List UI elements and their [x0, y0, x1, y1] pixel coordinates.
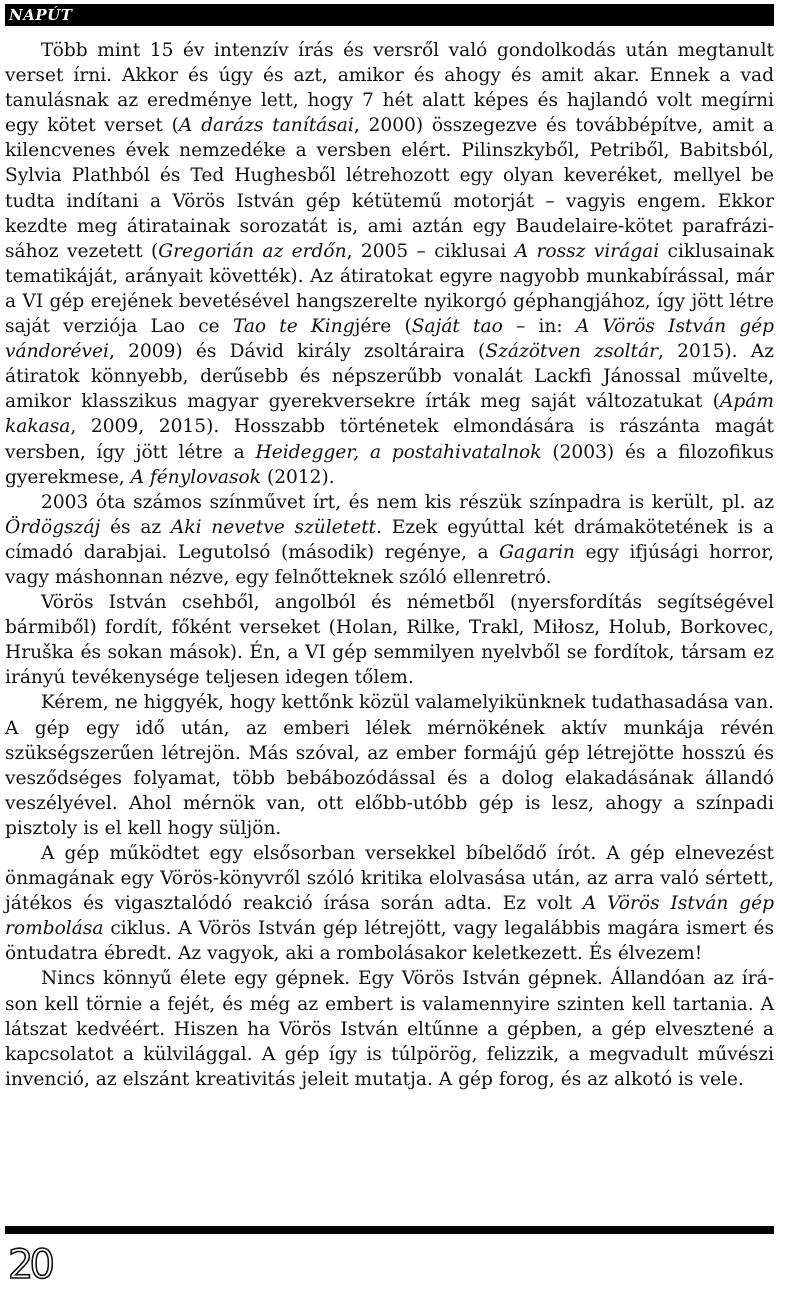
text-run: jére ( [354, 316, 412, 338]
text-run: egy ifjúsági horror, vagy máshonnan nézve, egy felnőtteknek szóló ellenretró. [5, 541, 774, 588]
text-run: és az [100, 516, 171, 538]
text-run: . Ezek egyúttal két drámakötetének is a címadó darabjai. Legutolsó (második) regénye, a [5, 516, 774, 563]
page-number: 20 [8, 1242, 51, 1288]
text-run: , 2009) és Dávid király zsoltáraira ( [109, 341, 486, 363]
text-run: (2003) és a filozofikus gyerekmese, [5, 441, 774, 488]
italic-title: A rossz virágai [514, 240, 660, 262]
text-run: (2012). [261, 466, 335, 488]
magazine-logo: NAPÚT [9, 6, 73, 24]
paragraph-3 [5, 590, 774, 690]
text-run: , 2000) összegezve és továbbépítve, amit a kilencvenes évek nemzedéke a versben elért. Pilinszkyből, Petriből, Babitsból, Sylvia Plathból és Ted Hughesből létrehozott egy olyan keveréket, mellyel be tudta indítani a Vörös István gép kétütemű motorját – vagyis engem. Ekkor kezdte meg átiratainak sorozatát is, ami aztán egy Baudelaire-kötet parafrázisához vezetett ( [5, 115, 774, 262]
italic-title: Százötven zsoltár [485, 341, 659, 363]
paragraph-2 [5, 490, 774, 590]
text-run: 2003 óta számos színművet írt, és nem kis részük színpadra is került, pl. az [41, 491, 774, 513]
text-run: Vörös István csehből, angolból és németből (nyersfordítás segítségével bármiből) fordít, főként verseket (Holan, Rilke, Trakl, Miłosz, Holub, Borkovec, Hruška és sokan mások). Én, a VI gép semmilyen nyelvből se fordítok, társam ez irányú tevékenysége teljesen idegen tőlem. [5, 592, 774, 689]
footer-rule [5, 1226, 774, 1234]
text-run: , 2005 – ciklusai [346, 240, 515, 262]
italic-title: A darázs tanításai [178, 115, 354, 137]
italic-title: A Vörös István gép rombolása [5, 893, 774, 940]
italic-title: Aki nevetve született [170, 516, 377, 538]
text-run: ciklusainak tematikáját, arányait követték). Az átiratokat egyre nagyobb munkabírással, már a VI gép erejének bevetésével hangszerelte nyikorgó géphangjához, így jött létre saját verziója Lao ce [5, 240, 774, 338]
text-run: Kérem, ne higgyék, hogy kettőnk közül valamelyikünknek tudathasadása van. A gép egy idő után, az emberi lélek mérnökének aktív munkája révén szükségszerűen létrejön. Más szóval, az ember formájú gép létrejötte hosszú és vesződséges folyamat, több bebábozódással és a dolog elakadásának állandó veszélyével. Ahol mérnök van, ott előbb-utóbb gép is lesz, ahogy a színpadi pisztoly is el kell hogy süljön. [5, 692, 774, 839]
italic-title: Heidegger, a postahivatalnok [255, 441, 542, 463]
paragraph-4 [5, 690, 774, 841]
article-body [5, 38, 774, 1092]
italic-title: Apám kakasa [5, 391, 774, 438]
text-run: , 2009, 2015). Hosszabb történetek elmondására is rászánta magát versben, így jött létre a [5, 416, 774, 463]
running-header-bar [5, 4, 774, 26]
text-run: – in: [502, 316, 576, 338]
paragraph-5 [5, 841, 774, 966]
italic-title: Saját tao [411, 316, 503, 338]
paragraph-6 [5, 966, 774, 1091]
italic-title: A Vörös István gép vándorévei [5, 316, 775, 363]
italic-title: Gregorián az erdőn [158, 240, 347, 262]
text-run: A gép működtet egy elsősorban versekkel bíbelődő írót. A gép elnevezést önmagának egy Vörös-könyvről szóló kritika elolvasása után, az arra való sértett, játékos és vigasztalódó reakció írása során adta. Ez volt [5, 843, 774, 915]
italic-title: Gagarin [499, 541, 575, 563]
text-run: Több mint 15 év intenzív írás és versről való gondolkodás után megtanult verset írni. Akkor és úgy és azt, amikor és ahogy és amit akar. Ennek a vad tanulásnak az eredménye lett, hogy 7 hét alatt képes és hajlandó volt megírni egy kötet verset ( [5, 40, 774, 137]
paragraph-1 [5, 38, 774, 490]
text-run: , 2015). Az átiratok könnyebb, derűsebb és népszerűbb vonalát Lackfi Jánossal művelte, amikor klasszikus magyar gyerekversekre írták meg saját változatukat ( [5, 341, 775, 413]
italic-title: Ördögszáj [5, 516, 101, 538]
italic-title: A fénylovasok [130, 466, 262, 488]
italic-title: Tao te King [232, 316, 355, 338]
text-run: ciklus. A Vörös István gép létrejött, vagy legalábbis magára ismert és öntudatra ébredt. Az vagyok, aki a rombolásakor keletkezett. És élvezem! [5, 918, 774, 965]
text-run: Nincs könnyű élete egy gépnek. Egy Vörös István gépnek. Állandóan az íráson kell törnie a fejét, és még az embert is valamennyire szinten kell tartania. A látszat kedvéért. Hiszen ha Vörös István eltűnne a gépben, a gép elvesztené a kapcsolatot a külvilággal. A gép így is túlpörög, felizzik, a megvadult művészi invenció, az elszánt kreativitás jeleit mutatja. A gép forog, és az alkotó is vele. [5, 968, 774, 1090]
